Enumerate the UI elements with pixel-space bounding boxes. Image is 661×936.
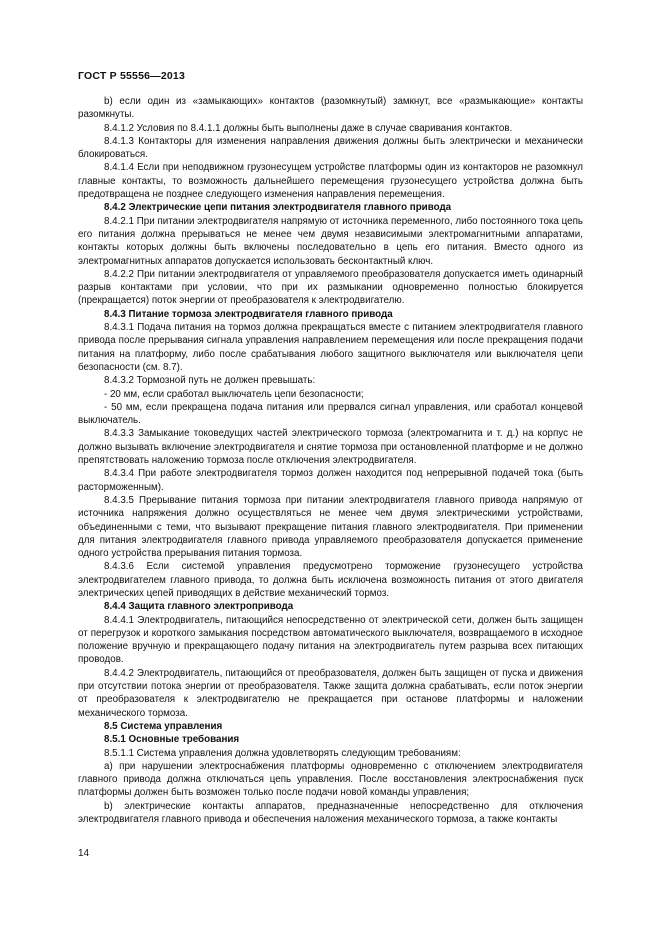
- page-number: 14: [78, 848, 90, 859]
- paragraph: 8.4.2.1 При питании электродвигателя напрямую от источника переменного, либо постоянного тока цепь его питания должна прерываться не менее чем двумя независимыми электромагнитными аппаратами, контакты которых должны быть включены последовательно в цепь его питания. Вместо одного из электромагнитных аппаратов допускается использовать бесконтактный ключ.: [78, 215, 583, 267]
- paragraph: b) электрические контакты аппаратов, предназначенные непосредственно для отключения электродвигателя главного привода и обеспечения наложения механического тормоза, а также контакты: [78, 800, 583, 826]
- paragraph: 8.4.3.1 Подача питания на тормоз должна прекращаться вместе с питанием электродвигателя главного привода после прерывания сигнала управления направлением перемещения или после прекращения подачи питания на платформу, либо после срабатывания любого защитного выключателя или выключателя цепи безопасности (см. 8.7).: [78, 322, 583, 373]
- paragraph: 8.4.2.2 При питании электродвигателя от управляемого преобразователя допускается иметь одинарный разрыв контактами при условии, что при их размыкании одновременно полностью блокируется (прекращается) поток энергии от преобразователя к электродвигателю.: [78, 268, 583, 307]
- paragraph: 8.4.3.6 Если системой управления предусмотрено торможение грузонесущего устройства электродвигателем главного привода, то должна быть исключена возможность питания от этого двигателя электрических цепей приводящих в действие механический тормоз.: [78, 561, 583, 599]
- section-heading: 8.5.1 Основные требования: [104, 734, 240, 746]
- paragraph: - 20 мм, если сработал выключатель цепи безопасности;: [104, 388, 364, 400]
- paragraph: 8.4.4.1 Электродвигатель, питающийся непосредственно от электрической сети, должен быть защищен от перегрузок и короткого замыкания посредством автоматического выключателя, возвращаемого в исходное положение вручную и прекращающего подачу питания на электродвигатель путем разрыва всех питающих проводов.: [78, 614, 583, 666]
- paragraph: 8.4.1.2 Условия по 8.4.1.1 должны быть выполнены даже в случае сваривания контактов.: [104, 122, 513, 134]
- paragraph: а) при нарушении электроснабжения платформы одновременно с отключением электродвигателя главного привода должна отключаться цепь управления. После восстановления электроснабжения пуск платформы должен быть возможен только после подачи новой команды управления;: [78, 760, 583, 799]
- section-heading: 8.4.4 Защита главного электропривода: [104, 601, 294, 613]
- paragraph: - 50 мм, если прекращена подача питания или прервался сигнал управления, или сработал концевой выключатель.: [78, 401, 583, 427]
- paragraph: 8.5.1.1 Система управления должна удовлетворять следующим требованиям:: [104, 747, 461, 759]
- paragraph: 8.4.3.2 Тормозной путь не должен превышать:: [104, 375, 316, 387]
- section-heading: 8.4.3 Питание тормоза электродвигателя главного привода: [104, 308, 393, 320]
- paragraph: 8.4.4.2 Электродвигатель, питающийся от преобразователя, должен быть защищен от пуска и движения при отсутствии потока энергии от преобразователя. Также защита должна срабатывать, если поток энергии от преобразователя к электродвигателю не прекращается при останове платформы и наложении механического тормоза.: [78, 667, 583, 719]
- page-header-doc-id: ГОСТ Р 55556—2013: [78, 70, 186, 82]
- section-heading: 8.5 Система управления: [104, 720, 223, 732]
- paragraph: 8.4.3.4 При работе электродвигателя тормоз должен находится под непрерывной подачей тока (быть расторможенным).: [78, 468, 583, 493]
- paragraph: 8.4.1.3 Контакторы для изменения направления движения должны быть электрически и механически блокироваться.: [78, 135, 583, 161]
- section-heading: 8.4.2 Электрические цепи питания электродвигателя главного привода: [104, 202, 452, 214]
- document-body: [78, 95, 583, 826]
- paragraph: 8.4.3.5 Прерывание питания тормоза при питании электродвигателя главного привода напрямую от источника напряжения должно осуществляться не менее чем двумя электрическими устройствами, объединенными с теми, что вызывают прекращение питания главного электродвигателя. При применении для питания электродвигателя главного привода управляемого преобразователя допускается применение одного устройства прерывания питания тормоза.: [78, 494, 583, 560]
- paragraph: 8.4.3.3 Замыкание токоведущих частей электрического тормоза (электромагнита и т. д.) на корпус не должно вызывать включение электродвигателя и снятие тормоза при остановленной платформе и не должно препятствовать наложению тормоза после отключения электродвигателя.: [78, 428, 583, 467]
- paragraph: b) если один из «замыкающих» контактов (разомкнутый) замкнут, все «размыкающие» контакты разомкнуты.: [78, 96, 583, 121]
- paragraph: 8.4.1.4 Если при неподвижном грузонесущем устройстве платформы один из контакторов не разомкнул главные контакты, то возможность дальнейшего перемещения грузонесущего устройства должна быть предотвращена не позднее следующего изменения направления перемещения.: [78, 162, 583, 201]
